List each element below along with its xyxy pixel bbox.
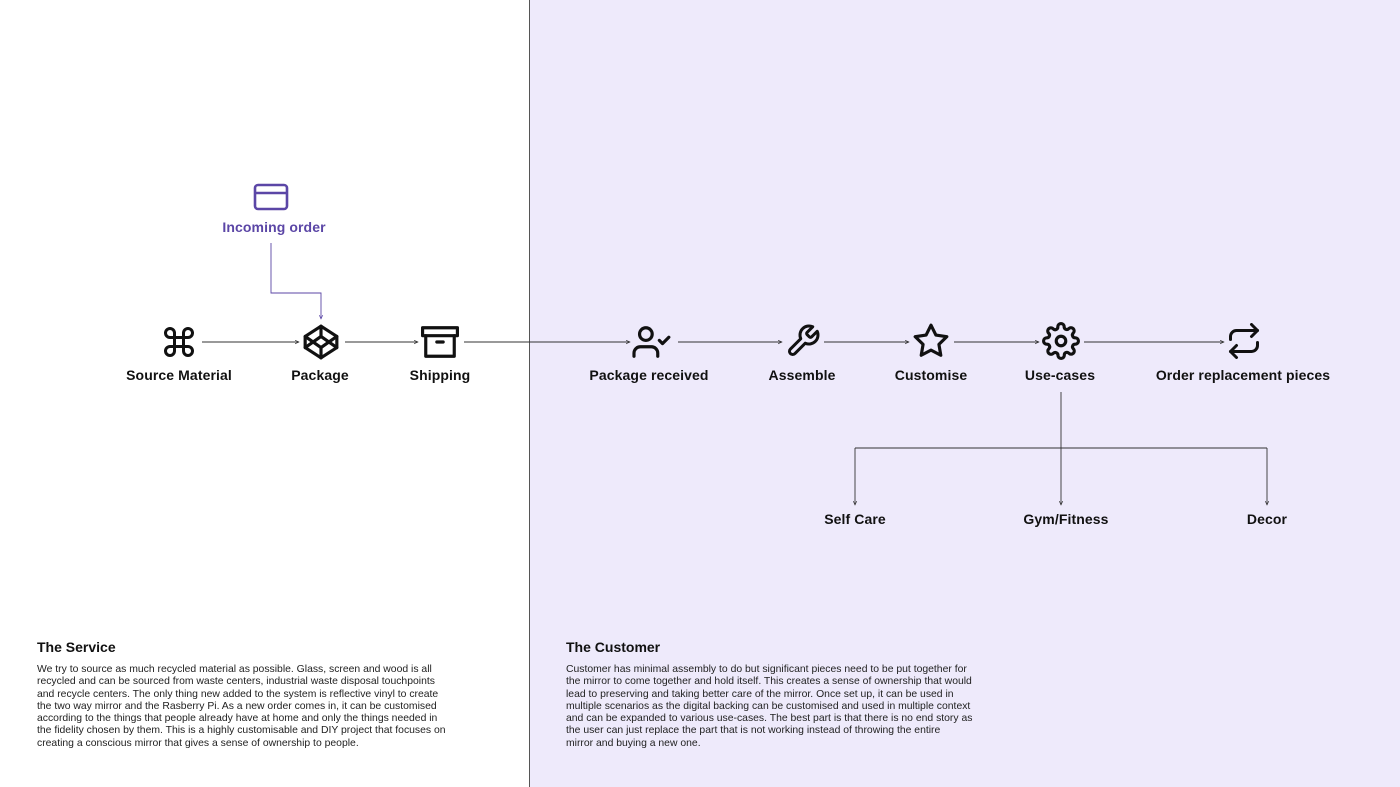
step-label-package-received: Package received [589, 367, 709, 383]
archive-icon [421, 323, 459, 361]
step-label-package: Package [291, 367, 349, 383]
codepen-icon [302, 323, 340, 361]
user-check-icon [632, 323, 674, 361]
use-case-decor: Decor [1246, 511, 1288, 527]
step-label-shipping: Shipping [409, 367, 471, 383]
step-label-assemble: Assemble [768, 367, 836, 383]
step-label-customise: Customise [894, 367, 968, 383]
star-icon [912, 322, 950, 360]
incoming-order-label: Incoming order [222, 219, 326, 235]
service-body: We try to source as much recycled material as possible. Glass, screen and wood is all recycled and can be sourced from waste centers, industrial waste disposal touchpoints and recycle centers. The only thing new added to the system is reflective vinyl to create the two way mirror and the Rasberry Pi. As a new order comes in, it can be customised according to the things that people already have at home and only the things needed in the fidelity chosen by them. This is a highly customisable and DIY project that focuses on creating a conscious mirror that gives a sense of ownership to people. [37, 664, 446, 749]
customer-title: The Customer [566, 639, 661, 655]
step-label-use-cases: Use-cases [1024, 367, 1096, 383]
step-label-source-material: Source Material [126, 367, 232, 383]
wrench-icon [785, 323, 821, 359]
arrow-incoming-to-package [271, 243, 321, 319]
repeat-icon [1226, 323, 1262, 359]
service-title: The Service [37, 639, 116, 655]
command-icon [161, 324, 197, 360]
customer-body: Customer has minimal assembly to do but significant pieces need to be put together for the mirror to come together and hold itself. This creates a sense of ownership that would lead to preserving and taking better care of the mirror. Once set up, it can be used in multiple scenarios as the digital backing can be customised and used in multiple context and can be expanded to various use-cases. The best part is that there is no end story as the user can just replace the part that is not working instead of throwing the entire mirror and buying a new one. [566, 664, 973, 749]
gear-icon [1042, 322, 1080, 360]
use-case-self-care: Self Care [824, 511, 886, 527]
branch-usecases [855, 392, 1267, 448]
use-case-gym-fitness: Gym/Fitness [1023, 511, 1109, 527]
step-label-order-replacement: Order replacement pieces [1155, 367, 1331, 383]
credit-card-icon [252, 180, 290, 214]
